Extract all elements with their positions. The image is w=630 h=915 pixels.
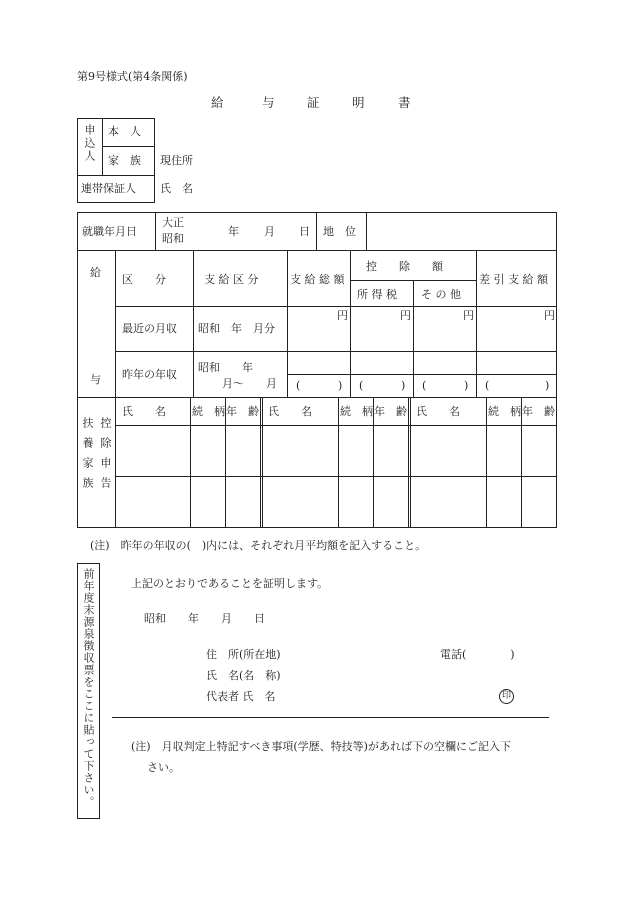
col-deductions: 控 除 額 (366, 260, 443, 273)
dependents-side-col2: 控除申告 (99, 417, 112, 497)
title-char-5: 書 (398, 95, 411, 110)
joined-label: 就職年月日 (82, 225, 137, 238)
dep-name-col-3: 氏 名 (416, 405, 460, 418)
dep-name-col-1: 氏 名 (122, 405, 166, 418)
row-recent-period: 昭和 年 月分 (198, 322, 275, 335)
paren-open-tax: ( (359, 379, 364, 392)
dep-relation-col-1: 続 柄 (192, 405, 225, 418)
col-total: 支 給 総 額 (290, 273, 345, 286)
yen-other: 円 (463, 309, 474, 322)
cert-name-label: 氏 名(名 称) (206, 669, 281, 682)
row-last-year-period-1: 昭和 年 (198, 361, 253, 374)
cert-address-label: 住 所(所在地) (206, 648, 281, 661)
paren-open-other: ( (422, 379, 427, 392)
col-other: そ の 他 (421, 288, 461, 301)
yen-net: 円 (544, 309, 555, 322)
paren-close-other: ) (464, 379, 469, 392)
yen-total: 円 (337, 309, 348, 322)
salary-side-bottom: 与 (90, 373, 101, 386)
title-char-2: 与 (262, 95, 275, 110)
position-label: 地 位 (323, 225, 356, 238)
paren-close-net: ) (545, 379, 550, 392)
address-label: 現住所 (160, 154, 193, 167)
paren-close-total: ) (338, 379, 343, 392)
joined-day: 日 (299, 225, 310, 238)
dep-age-col-2: 年 齢 (374, 405, 407, 418)
self-label: 本 人 (108, 125, 141, 138)
era-taisho: 大正 (162, 216, 184, 229)
joined-month: 月 (264, 225, 275, 238)
col-net: 差 引 支 給 額 (479, 273, 548, 286)
note-special-items-1: (注) 月収判定上特記すべき事項(学歴、特技等)があれば下の空欄にご記入下 (131, 740, 511, 753)
era-showa: 昭和 (162, 232, 184, 245)
dependents-side-col1: 扶養家族 (81, 417, 94, 497)
cert-statement: 上記のとおりであることを証明します。 (131, 577, 329, 590)
form-number: 第9号様式(第4条関係) (77, 70, 188, 83)
row-last-year: 昨年の年収 (122, 368, 177, 381)
guarantor-label: 連帯保証人 (81, 182, 136, 195)
cert-date: 昭和 年 月 日 (144, 612, 265, 625)
paren-open-net: ( (485, 379, 490, 392)
cert-rep-label: 代表者 氏 名 (206, 690, 276, 703)
note-special-items-2: さい。 (147, 761, 180, 774)
family-label: 家 族 (108, 154, 141, 167)
paren-open-total: ( (296, 379, 301, 392)
applicant-side-label: 申込人 (83, 124, 96, 163)
joined-year: 年 (228, 225, 239, 238)
row-last-year-period-2: 月～ 月 (222, 377, 277, 390)
dep-relation-col-2: 続 柄 (340, 405, 373, 418)
title-char-1: 給 (211, 95, 224, 110)
withholding-slip-instruction: 前年度末源泉徴収票をここに貼って下さい。 (82, 568, 95, 808)
salary-side-top: 給 (90, 266, 101, 279)
seal-mark: 印 (499, 689, 514, 704)
note-annual-income: (注) 昨年の年収の( )内には、それぞれ月平均額を記入すること。 (90, 539, 427, 552)
dep-age-col-3: 年 齢 (522, 405, 555, 418)
guarantor-name-label: 氏 名 (160, 182, 193, 195)
cert-divider (112, 717, 549, 718)
paren-close-tax: ) (401, 379, 406, 392)
yen-tax: 円 (400, 309, 411, 322)
title-char-4: 明 (352, 95, 365, 110)
title-char-3: 証 (307, 95, 320, 110)
row-recent: 最近の月収 (122, 322, 177, 335)
col-income-tax: 所 得 税 (357, 288, 397, 301)
col-category: 区 分 (122, 273, 166, 286)
cert-phone-label: 電話( ) (440, 648, 515, 661)
dep-relation-col-3: 続 柄 (488, 405, 521, 418)
dep-name-col-2: 氏 名 (268, 405, 312, 418)
col-pay-category: 支 給 区 分 (204, 273, 259, 286)
dep-age-col-1: 年 齢 (226, 405, 259, 418)
